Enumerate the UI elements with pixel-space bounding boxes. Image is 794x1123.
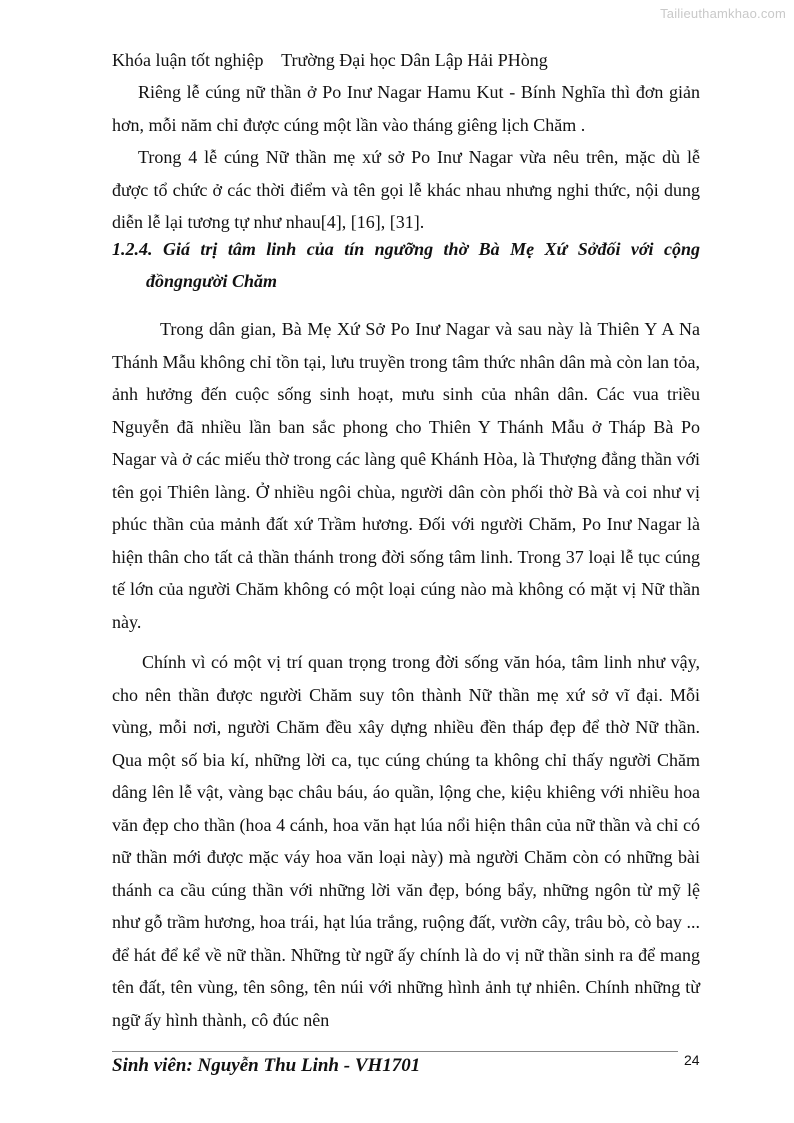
footer-divider bbox=[112, 1051, 678, 1052]
section-heading-line-1: 1.2.4. Giá trị tâm linh của tín ngưỡng thờ Bà Mẹ Xứ Sởđối với cộng bbox=[112, 239, 700, 259]
section-heading-line-2: đồngngười Chăm bbox=[146, 271, 277, 291]
paragraph-1: Riêng lễ cúng nữ thần ở Po Inư Nagar Hamu Kut - Bính Nghĩa thì đơn giản hơn, mỗi năm chỉ được cúng một lần vào tháng giêng lịch Chăm . bbox=[112, 82, 700, 135]
paragraph-4: Chính vì có một vị trí quan trọng trong đời sống văn hóa, tâm linh như vậy, cho nên thần được người Chăm suy tôn thành Nữ thần mẹ xứ sở vĩ đại. Mỗi vùng, mỗi nơi, người Chăm đều xây dựng nhiều đền tháp đẹp để thờ Nữ thần. Qua một số bia kí, những lời ca, tục cúng chúng ta không chỉ thấy người Chăm dâng lên lễ vật, vàng bạc châu báu, áo quần, lộng che, kiệu khiêng với nhiều hoa văn đẹp cho thần (hoa 4 cánh, hoa văn hạt lúa nổi hiện thân của nữ thần và chỉ có nữ thần mới được mặc váy hoa văn loại này) mà người Chăm còn có những bài thánh ca cầu cúng thần với những lời văn đẹp, bóng bẩy, những ngôn từ mỹ lệ như gỗ trầm hương, hoa trái, hạt lúa trắng, ruộng đất, vườn cây, trâu bò, cò bay ... để hát để kể về nữ thần. Những từ ngữ ấy chính là do vị nữ thần sinh ra để mang tên đất, tên vùng, tên sông, tên núi với những hình ảnh tự nhiên. Chính những từ ngữ ấy hình thành, cô đúc nên bbox=[112, 652, 700, 1030]
paragraph-2: Trong 4 lễ cúng Nữ thần mẹ xứ sở Po Inư Nagar vừa nêu trên, mặc dù lễ được tổ chức ở các thời điểm và tên gọi lễ khác nhau nhưng nghi thức, nội dung diễn lễ lại tương tự như nhau[4], [16], [31]. bbox=[112, 147, 700, 232]
paragraph-3: Trong dân gian, Bà Mẹ Xứ Sở Po Inư Nagar và sau này là Thiên Y A Na Thánh Mẫu không chỉ tồn tại, lưu truyền trong tâm thức nhân dân mà còn lan tỏa, ảnh hưởng đến cuộc sống sinh hoạt, mưu sinh của nhân dân. Các vua triều Nguyễn đã nhiều lần ban sắc phong cho Thiên Y Thánh Mẫu ở Tháp Bà Po Nagar và ở các miếu thờ trong các làng quê Khánh Hòa, là Thượng đẳng thần với tên gọi Thiên làng. Ở nhiều ngôi chùa, người dân còn phối thờ Bà và coi như vị phúc thần của mảnh đất xứ Trầm hương. Đối với người Chăm, Po Inư Nagar là hiện thân cho tất cả thần thánh trong đời sống tâm linh. Trong 37 loại lễ tục cúng tế lớn của người Chăm không có một loại cúng nào mà không có mặt vị Nữ thần này. bbox=[112, 319, 700, 632]
footer-student: Sinh viên: Nguyễn Thu Linh - VH1701 bbox=[112, 1055, 421, 1076]
watermark: Tailieuthamkhao.com bbox=[660, 6, 786, 21]
section-heading bbox=[112, 233, 700, 297]
page-number: 24 bbox=[684, 1052, 700, 1068]
page-header: Khóa luận tốt nghiệp Trường Đại học Dân Lập Hải PHòng bbox=[112, 50, 548, 70]
